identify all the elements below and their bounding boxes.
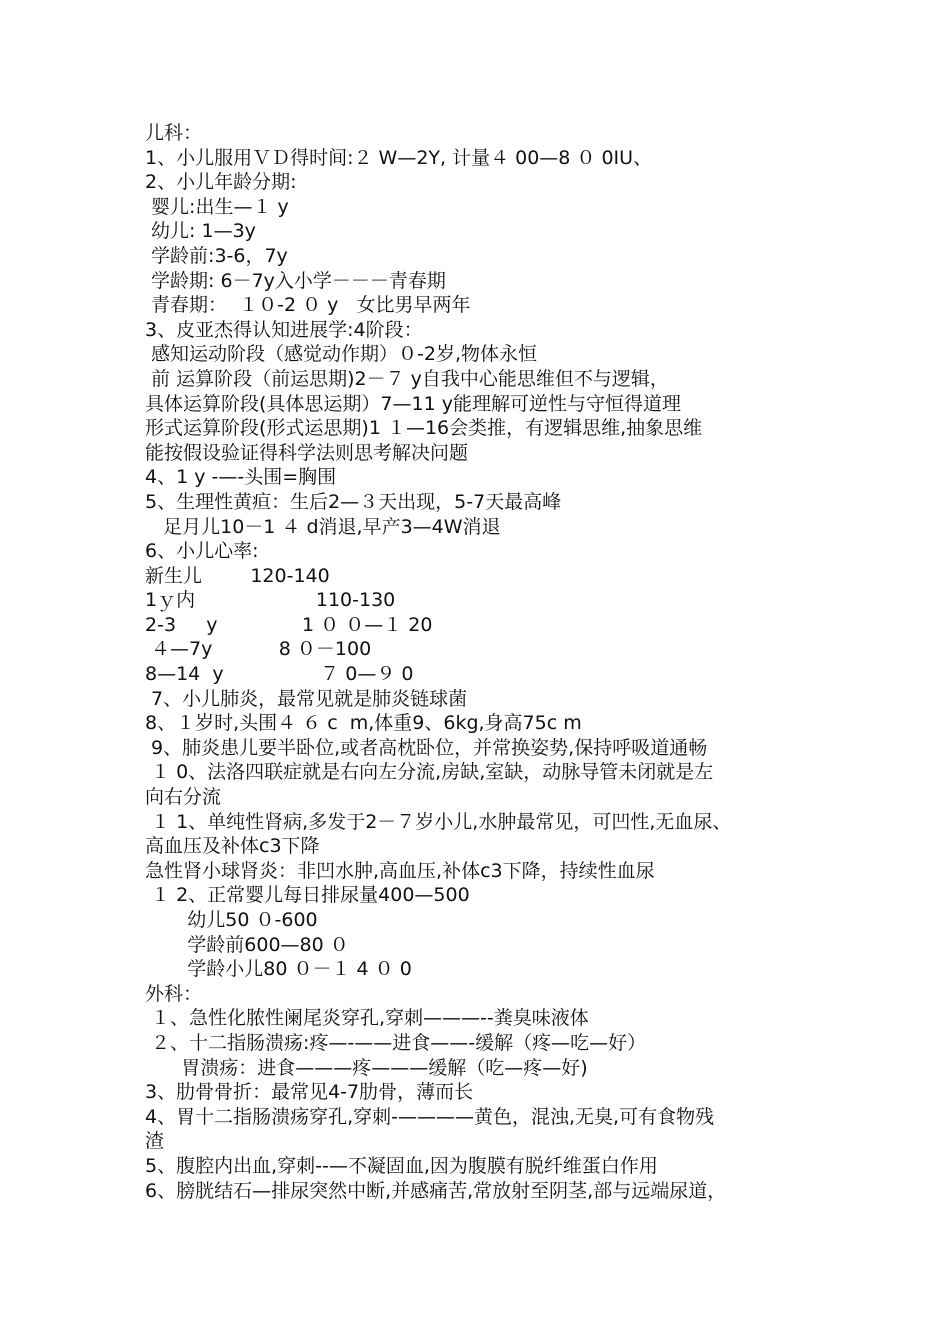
text-line: 学龄期: 6－7y入小学－－－青春期 <box>145 269 446 292</box>
text-line: ２、十二指肠溃疡:疼—-——进食——-缓解（疼—吃—好） <box>145 1031 647 1054</box>
text-line: 儿科： <box>145 122 203 144</box>
text-line: 高血压及补体c3下降 <box>145 835 320 858</box>
text-line: 4、1 y -—-头围=胸围 <box>145 466 337 489</box>
text-line: １ 0、法洛四联症就是右向左分流,房缺,室缺，动脉导管未闭就是左 <box>145 761 714 784</box>
text-line: 3、皮亚杰得认知进展学:4阶段： <box>145 318 423 341</box>
text-line: 具体运算阶段(具体思运期）7—11 y能理解可逆性与守恒得道理 <box>145 392 681 415</box>
text-line: 学龄小儿80 ０－１ 4 ０ 0 <box>145 958 412 981</box>
text-line: 6、膀胱结石—排尿突然中断,并感痛苦,常放射至阴茎,部与远端尿道， <box>145 1179 727 1202</box>
text-line: 幼儿50 ０-600 <box>145 909 318 931</box>
document-body <box>145 121 825 1203</box>
text-line: 感知运动阶段（感觉动作期）０-2岁,物体永恒 <box>145 343 538 366</box>
text-line: 8—14 y ７ 0—９ 0 <box>145 663 414 686</box>
text-line: 8、１岁时,头围４ ６ c m,体重9、6kg,身高75c m <box>145 712 582 735</box>
text-line: 能按假设验证得科学法则思考解决问题 <box>145 441 469 464</box>
text-line: 1、小儿服用ＶＤ得时间:２ W—2Y, 计量４ 00—8 ０ 0IU、 <box>145 146 653 169</box>
text-line: 形式运算阶段(形式运思期)1 １—16会类推，有逻辑思维,抽象思维 <box>145 417 703 440</box>
text-line: 7、小儿肺炎，最常见就是肺炎链球菌 <box>145 687 468 710</box>
text-line: 4、胃十二指肠溃疡穿孔,穿刺-————黄色，混浊,无臭,可有食物残 <box>145 1105 715 1128</box>
text-line: 9、肺炎患儿要半卧位,或者高枕卧位，并常换姿势,保持呼吸道通畅 <box>145 736 708 759</box>
text-line: 5、生理性黄疸：生后2—３天出现，5-7天最高峰 <box>145 490 562 513</box>
text-line: 向右分流 <box>145 786 222 809</box>
text-line: １、急性化脓性阑尾炎穿孔,穿刺———--粪臭味液体 <box>145 1007 589 1030</box>
text-line: １ 1、单纯性肾病,多发于2－７岁小儿,水肿最常见，可凹性,无血尿、 <box>145 810 732 833</box>
text-line: 渣 <box>145 1130 165 1153</box>
text-line: 2、小儿年龄分期: <box>145 171 297 194</box>
text-line: 胃溃疡：进食———疼———缓解（吃—疼—好) <box>145 1056 588 1079</box>
text-line: 婴儿:出生—１ y <box>145 195 289 218</box>
text-line: 学龄前:3-6，7y <box>145 244 288 267</box>
text-line: 青春期： １０-2 ０ y 女比男早两年 <box>145 294 471 317</box>
text-line: 急性肾小球肾炎：非凹水肿,高血压,补体c3下降，持续性血尿 <box>145 859 655 882</box>
text-line: 前 运算阶段（前运思期)2－７ y自我中心能思维但不与逻辑， <box>145 367 669 390</box>
text-line: 足月儿10－1 ４ d消退,早产3—4W消退 <box>145 515 501 538</box>
text-line: 幼儿: 1—3y <box>145 220 256 243</box>
text-line: 5、腹腔内出血,穿刺--—不凝固血,因为腹膜有脱纤维蛋白作用 <box>145 1154 658 1177</box>
text-line: 6、小儿心率: <box>145 540 259 563</box>
text-line: 3、肋骨骨折：最常见4-7肋骨，薄而长 <box>145 1081 474 1104</box>
text-line: 外科： <box>145 982 203 1005</box>
text-line: 2-3 y 1 ０ ０—１ 20 <box>145 613 433 636</box>
text-line: 学龄前600—80 ０ <box>145 933 349 956</box>
text-line: 1ｙ内 110-130 <box>145 589 396 612</box>
text-line: １ 2、正常婴儿每日排尿量400—500 <box>145 884 470 907</box>
text-line: ４—7y 8 ０－100 <box>145 638 372 661</box>
text-line: 新生儿 120-140 <box>145 564 330 587</box>
